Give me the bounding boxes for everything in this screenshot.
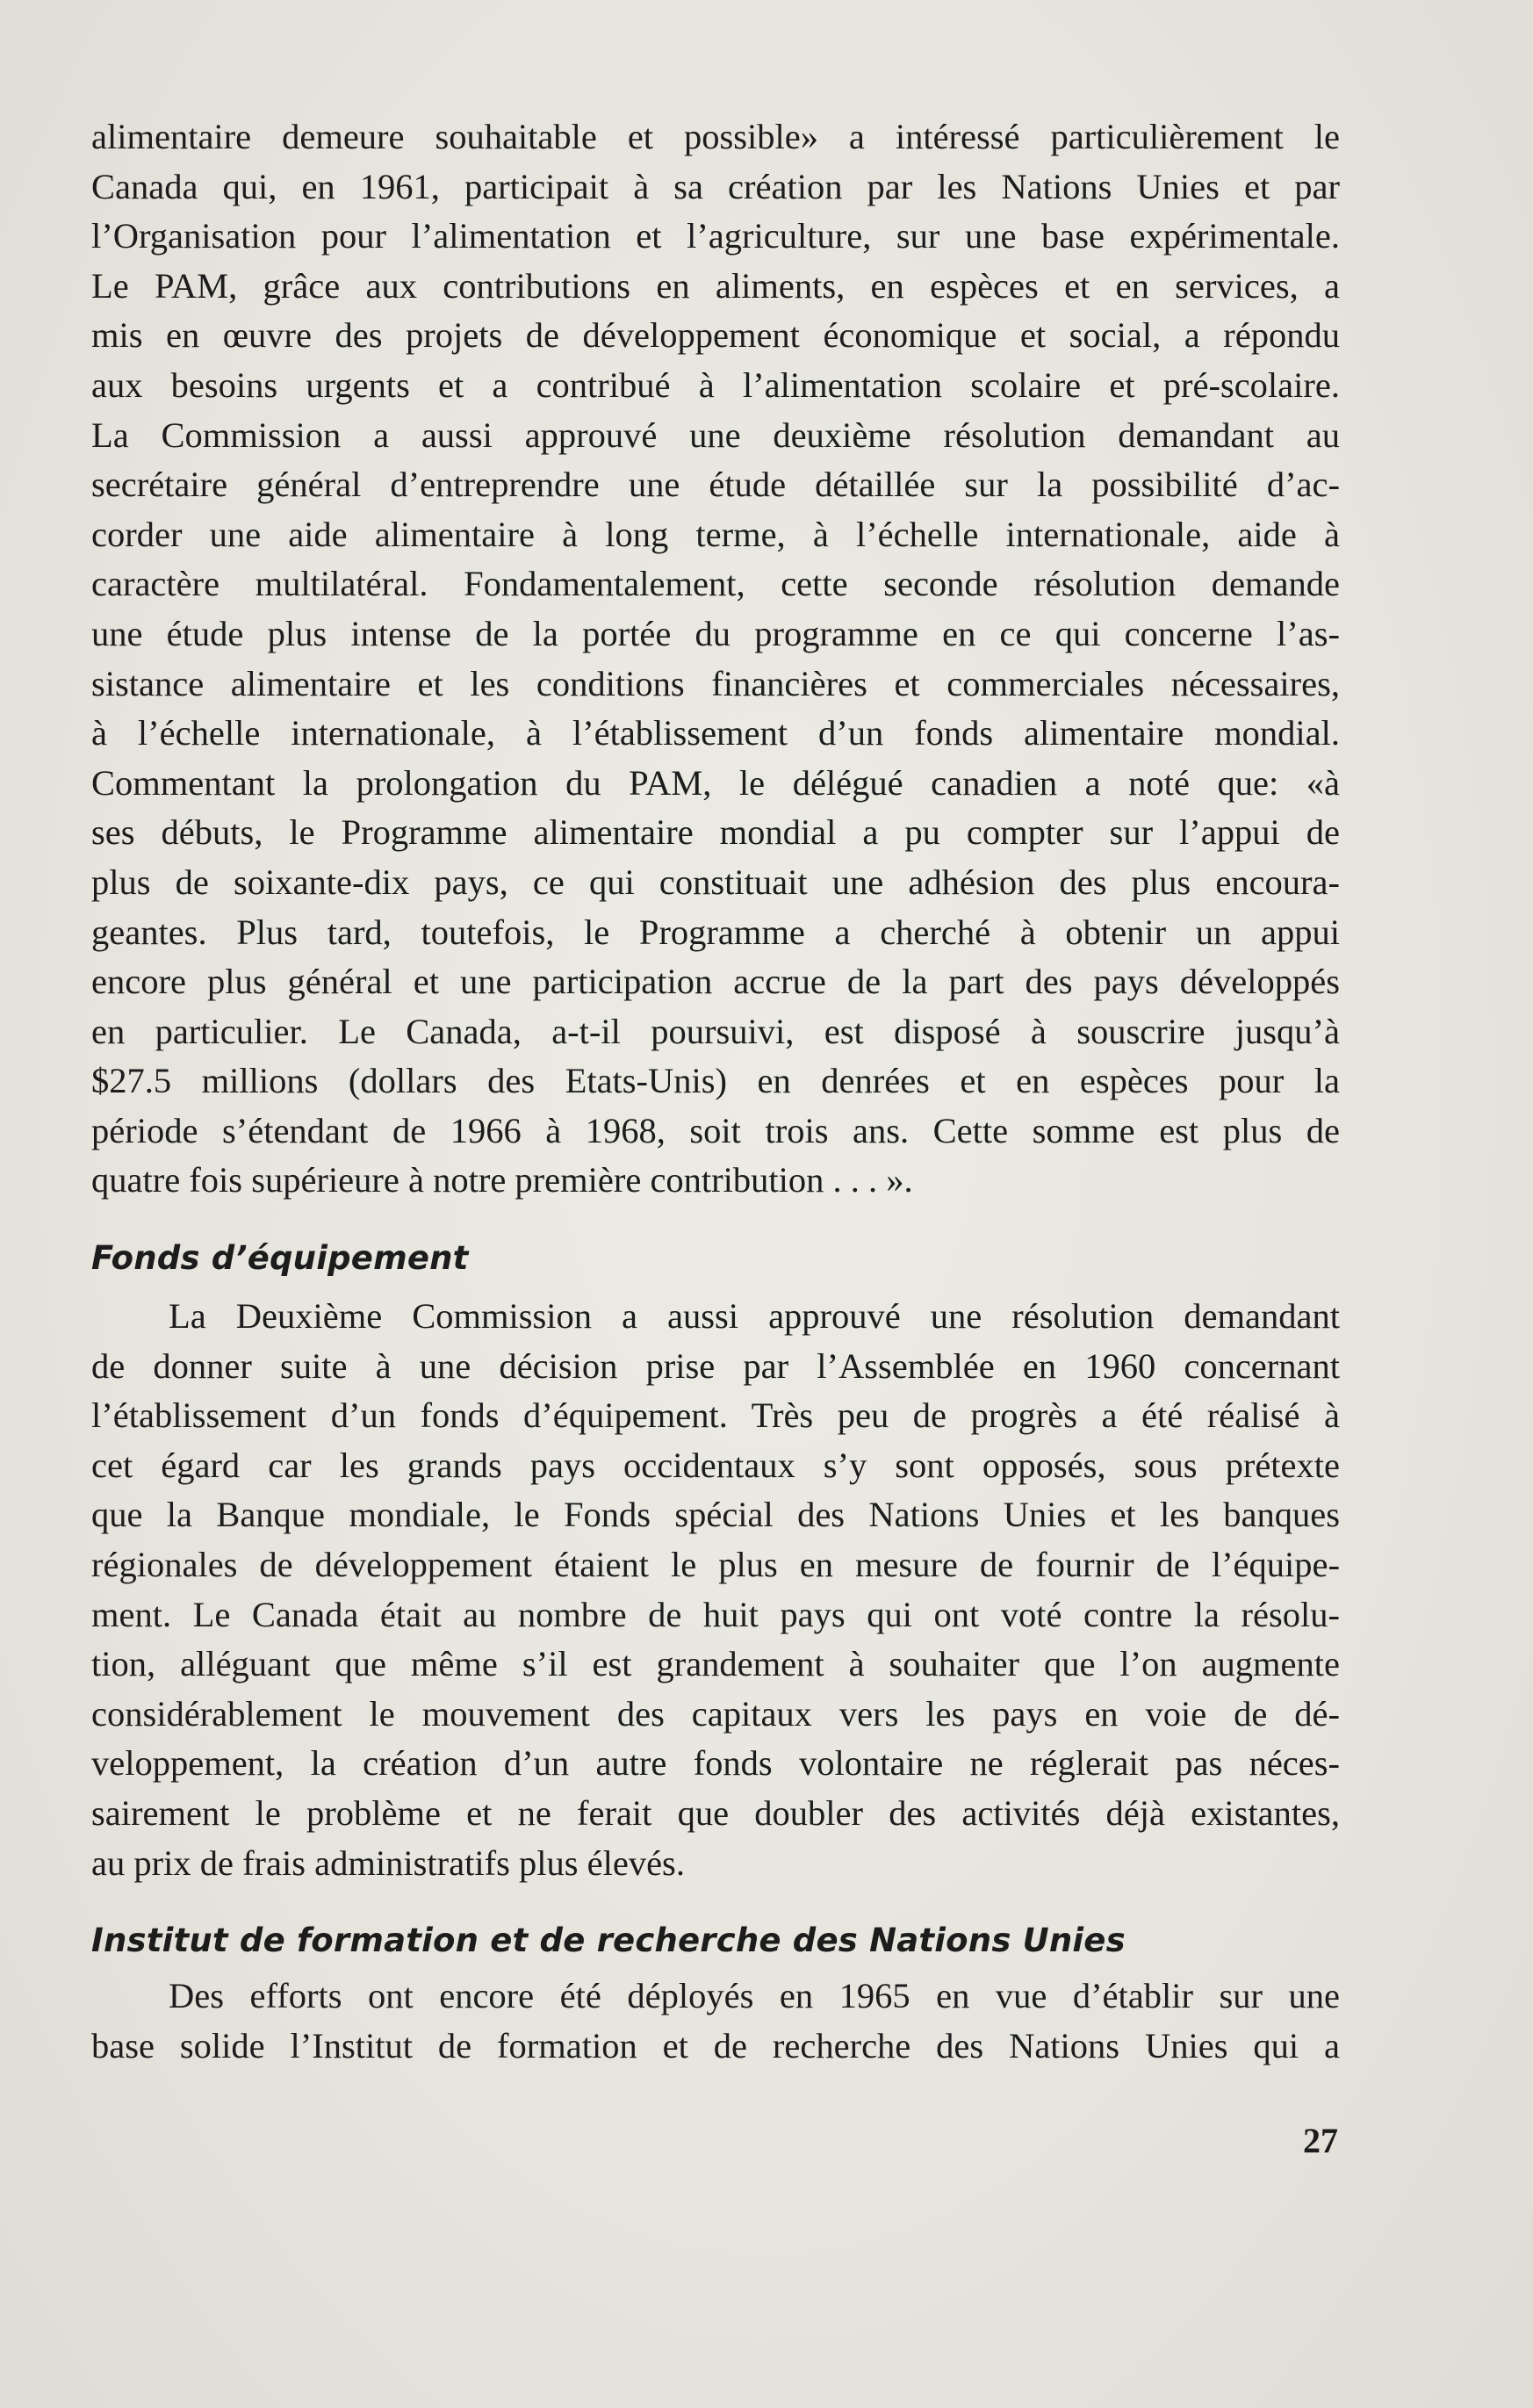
section-heading-fonds-equipement: Fonds d’équipement <box>91 1239 469 1277</box>
text-line: que la Banque mondiale, le Fonds spécial des Nations Unies et les banques <box>91 1495 1340 1535</box>
text-line: de donner suite à une décision prise par l’Assemblée en 1960 concernant <box>91 1345 1340 1386</box>
text-line: aux besoins urgents et a contribué à l’alimentation scolaire et pré-scolaire. <box>91 364 1340 405</box>
text-line: encore plus général et une participation accrue de la part des pays développés <box>91 962 1340 1002</box>
text-line: régionales de développement étaient le plus en mesure de fournir de l’équipe- <box>91 1544 1340 1584</box>
text-line: cet égard car les grands pays occidentaux s’y sont opposés, sous prétexte <box>91 1445 1340 1485</box>
text-line: veloppement, la création d’un autre fonds volontaire ne réglerait pas néces- <box>91 1743 1340 1784</box>
paragraph-institut-formation <box>91 1972 1340 2071</box>
text-line: $27.5 millions (dollars des Etats-Unis) en denrées et en espèces pour la <box>91 1061 1340 1101</box>
text-line: sairement le problème et ne ferait que doubler des activités déjà existantes, <box>91 1792 1340 1833</box>
text-line: base solide l’Institut de formation et de recherche des Nations Unies qui a <box>91 2025 1340 2066</box>
text-line: quatre fois supérieure à notre première contribution . . . ». <box>91 1160 913 1200</box>
text-line: Des efforts ont encore été déployés en 1965 en vue d’établir sur une <box>169 1976 1340 2015</box>
paragraph-world-food-programme <box>91 112 1340 1206</box>
text-line: en particulier. Le Canada, a-t-il poursuivi, est disposé à souscrire jusqu’à <box>91 1011 1340 1051</box>
text-line: au prix de frais administratifs plus élevés. <box>91 1842 685 1883</box>
text-line: Commentant la prolongation du PAM, le délégué canadien a noté que: «à <box>91 762 1340 803</box>
text-line: l’Organisation pour l’alimentation et l’agriculture, sur une base expérimentale. <box>91 216 1340 256</box>
page-number: 27 <box>1303 2121 1338 2160</box>
text-line: Canada qui, en 1961, participait à sa création par les Nations Unies et par <box>91 166 1340 206</box>
text-line: alimentaire demeure souhaitable et possible» a intéressé particulièrement le <box>91 117 1340 156</box>
text-line: geantes. Plus tard, toutefois, le Programme a cherché à obtenir un appui <box>91 912 1340 952</box>
text-line: considérablement le mouvement des capitaux vers les pays en voie de dé- <box>91 1693 1340 1734</box>
text-line: caractère multilatéral. Fondamentalement, cette seconde résolution demande <box>91 564 1340 604</box>
text-line: mis en œuvre des projets de développement économique et social, a répondu <box>91 315 1340 356</box>
text-line: une étude plus intense de la portée du programme en ce qui concerne l’as- <box>91 613 1340 653</box>
text-line: Le PAM, grâce aux contributions en aliments, en espèces et en services, a <box>91 265 1340 306</box>
text-line: ment. Le Canada était au nombre de huit pays qui ont voté contre la résolu- <box>91 1594 1340 1634</box>
text-line: à l’échelle internationale, à l’établissement d’un fonds alimentaire mondial. <box>91 713 1340 753</box>
text-line: période s’étendant de 1966 à 1968, soit trois ans. Cette somme est plus de <box>91 1110 1340 1150</box>
paragraph-fonds-equipement <box>91 1292 1340 1888</box>
text-line: La Deuxième Commission a aussi approuvé une résolution demandant <box>169 1296 1340 1336</box>
text-line: secrétaire général d’entreprendre une étude détaillée sur la possibilité d’ac- <box>91 465 1340 505</box>
text-line: l’établissement d’un fonds d’équipement. Très peu de progrès a été réalisé à <box>91 1395 1340 1436</box>
text-line: plus de soixante-dix pays, ce qui constituait une adhésion des plus encoura- <box>91 862 1340 902</box>
section-heading-institut-formation: Institut de formation et de recherche des Nations Unies <box>91 1921 1126 1959</box>
text-line: sistance alimentaire et les conditions financières et commerciales nécessaires, <box>91 663 1340 703</box>
text-line: tion, alléguant que même s’il est grandement à souhaiter que l’on augmente <box>91 1644 1340 1684</box>
text-line: ses débuts, le Programme alimentaire mondial a pu compter sur l’appui de <box>91 812 1340 853</box>
text-line: La Commission a aussi approuvé une deuxième résolution demandant au <box>91 415 1340 455</box>
text-line: corder une aide alimentaire à long terme, à l’échelle internationale, aide à <box>91 514 1340 554</box>
